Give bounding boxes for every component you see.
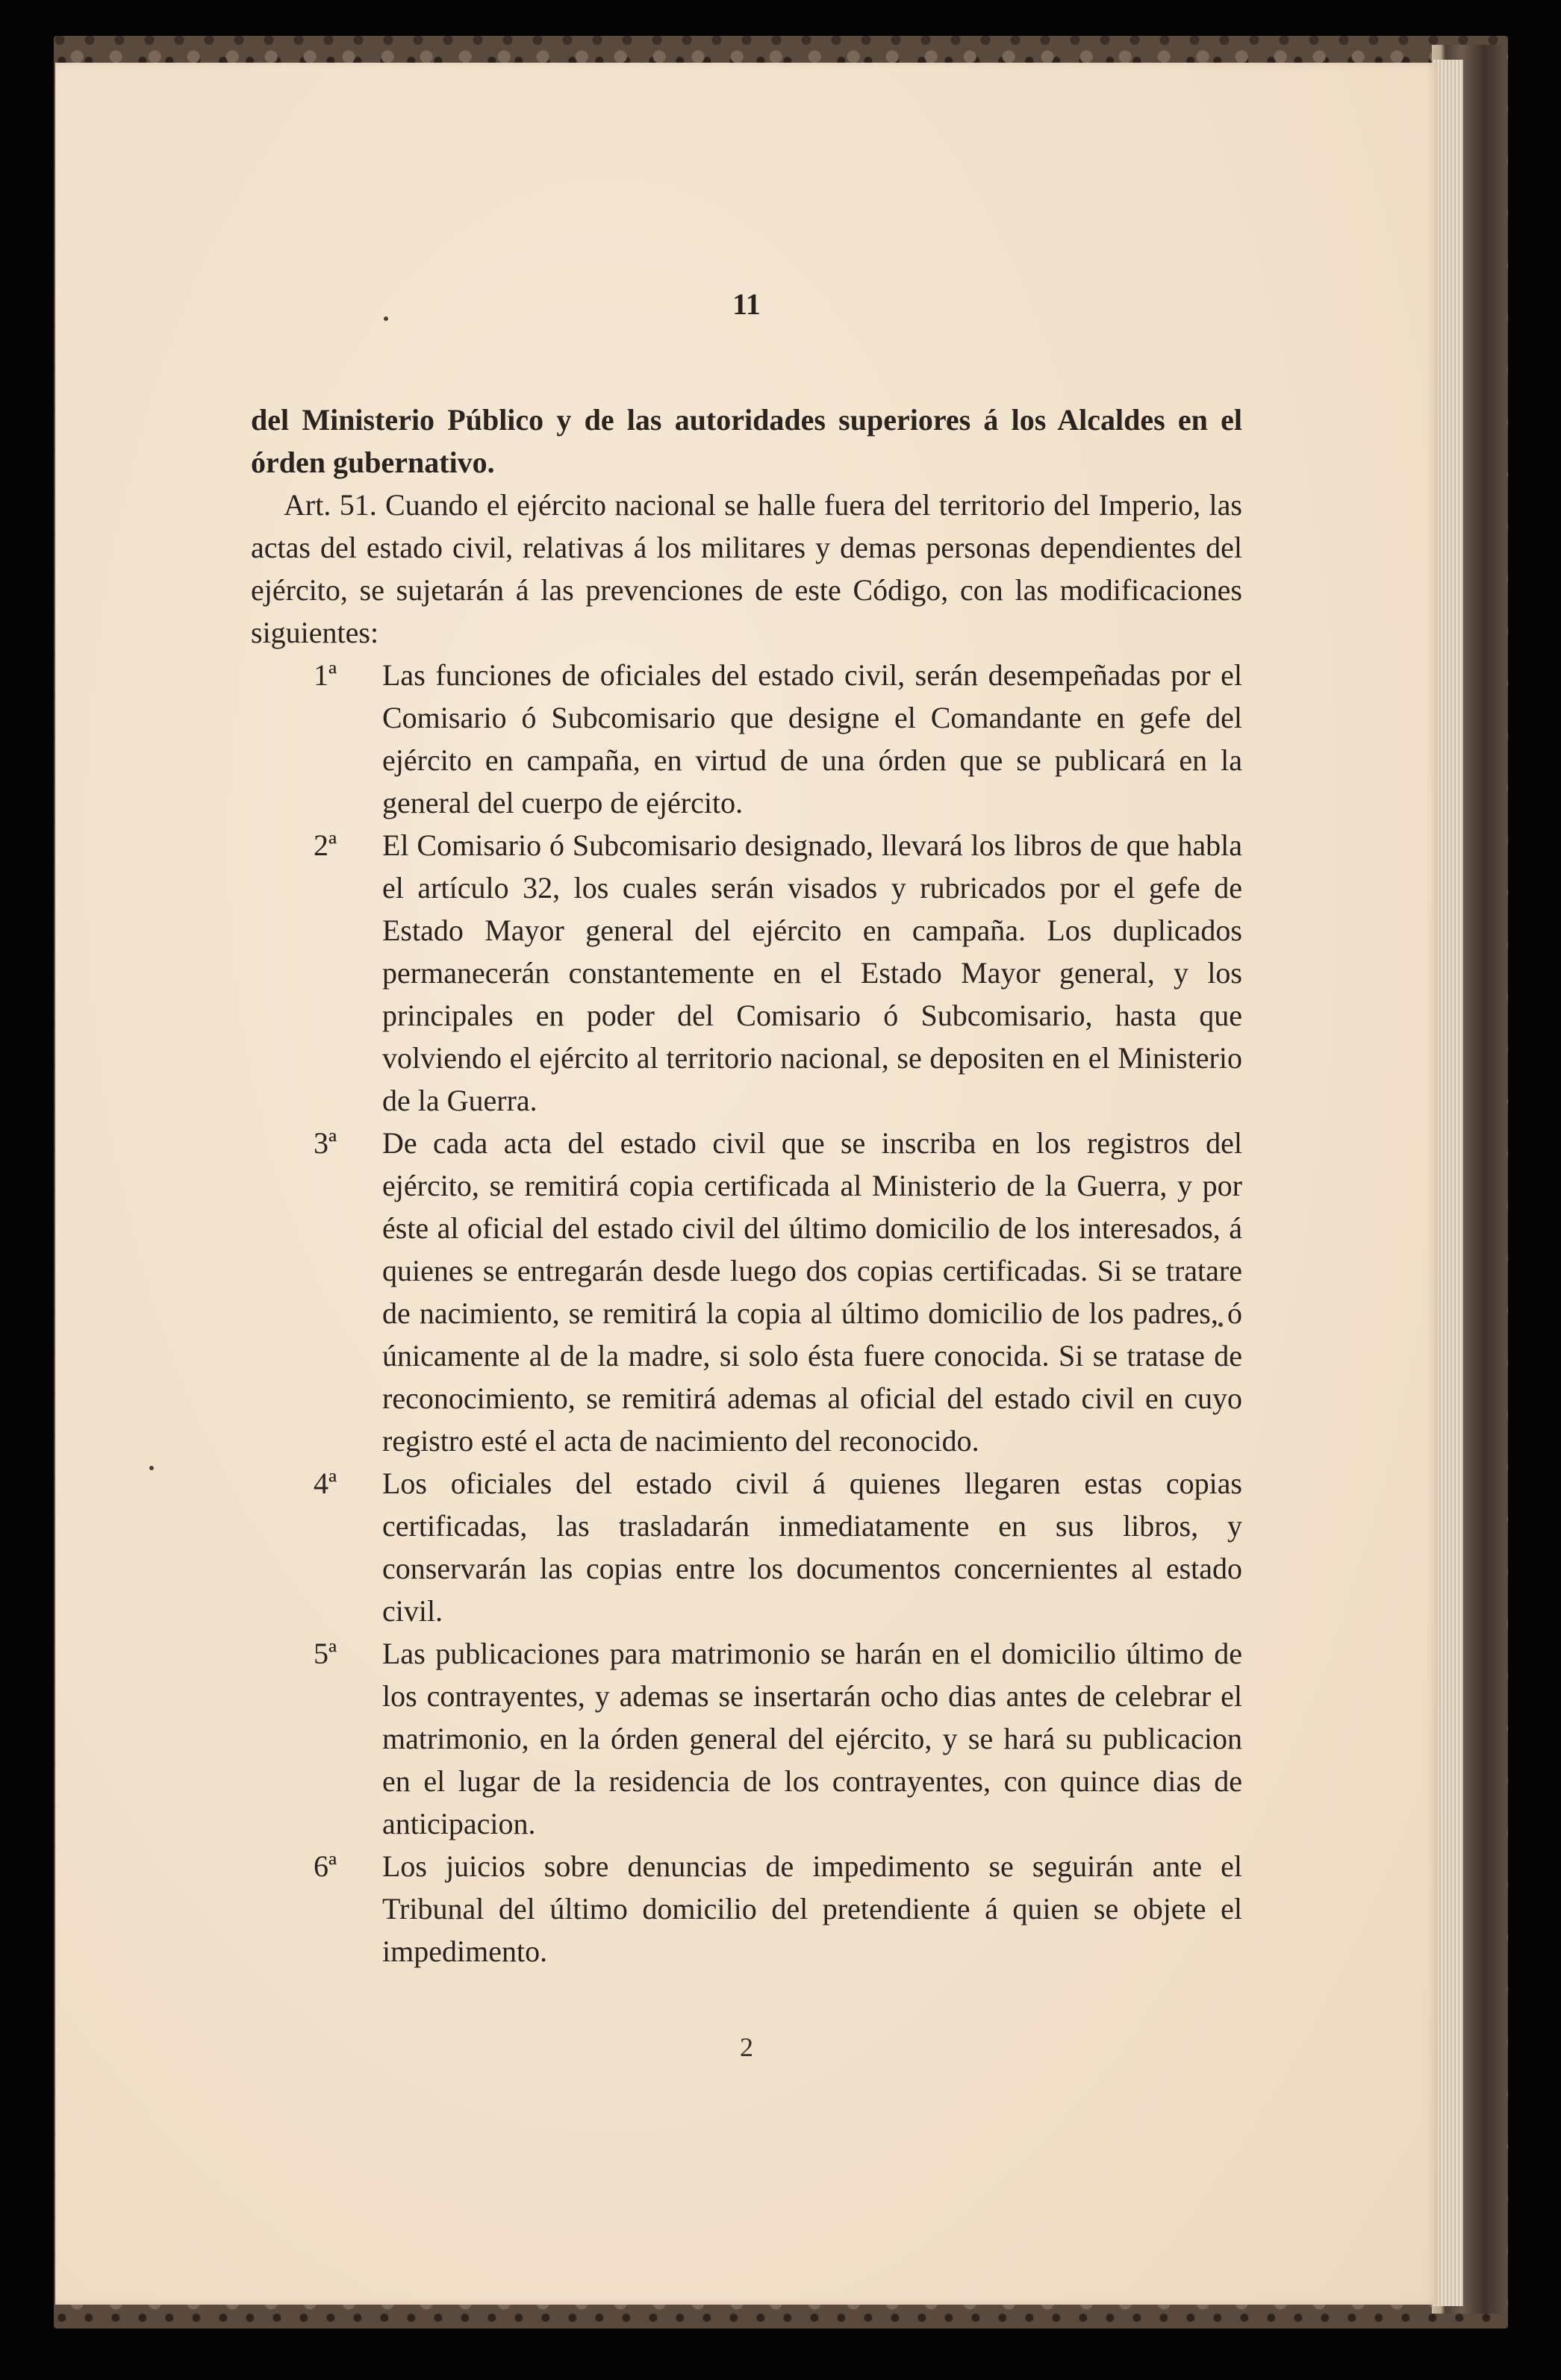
- list-item: [251, 654, 1242, 824]
- item-text: Las funciones de oficiales del estado civil, serán desempeñadas por el Comisario ó Subcomisario que designe el Comandante en gefe del ejército en campaña, en virtud de una órden que se publicará en la general del cuerpo de ejército.: [382, 658, 1242, 819]
- item-text: El Comisario ó Subcomisario designado, llevará los libros de que habla el artículo 32, los cuales serán visados y rubricados por el gefe de Estado Mayor general del ejército en campaña. Los duplicados permanecerán constantemente en el Estado Mayor general, y los principales en poder del Comisario ó Subcomisario, hasta que volviendo el ejército al territorio nacional, se depositen en el Ministerio de la Guerra.: [382, 828, 1242, 1117]
- list-item: [251, 824, 1242, 1122]
- page-text: [251, 399, 1242, 1973]
- ink-speck: [149, 1466, 154, 1470]
- opening-paragraph: del Ministerio Público y de las autoridades superiores á los Alcaldes en el órden gubernativo.: [251, 403, 1242, 479]
- article-51-paragraph: Art. 51. Cuando el ejército nacional se halle fuera del territorio del Imperio, las actas del estado civil, relativas á los militares y demas personas dependientes del ejército, se sujetarán á las prevenciones de este Código, con las modificaciones siguientes:: [251, 488, 1242, 649]
- item-text: Los oficiales del estado civil á quienes llegaren estas copias certificadas, las trasladarán inmediatamente en sus libros, y conservarán las copias entre los documentos concernientes al estado civil.: [382, 1467, 1242, 1628]
- item-text: Las publicaciones para matrimonio se harán en el domicilio último de los contrayentes, y ademas se insertarán ocho dias antes de celebrar el matrimonio, en la órden general del ejército, y se hará su publicacion en el lugar de la residencia de los contrayentes, con quince dias de anticipacion.: [382, 1637, 1242, 1840]
- list-item: [251, 1122, 1242, 1462]
- list-item: [251, 1462, 1242, 1632]
- item-text: De cada acta del estado civil que se inscriba en los registros del ejército, se remitirá copia certificada al Ministerio de la Guerra, y por éste al oficial del estado civil del último domicilio de los interesados, á quienes se entregarán desde luego dos copias certificadas. Si se tratare de nacimiento, se remitirá la copia al último domicilio de los padres, ó únicamente al de la madre, si solo ésta fuere conocida. Si se tratase de reconocimiento, se remitirá ademas al oficial del estado civil en cuyo registro esté el acta de nacimiento del reconocido.: [382, 1126, 1242, 1458]
- book-page: [55, 63, 1438, 2305]
- item-number: 4ª: [314, 1467, 337, 1500]
- page-number: 11: [732, 287, 761, 321]
- list-item: [251, 1845, 1242, 1973]
- item-number: 5ª: [314, 1637, 337, 1670]
- item-number: 1ª: [314, 658, 337, 692]
- item-text: Los juicios sobre denuncias de impedimento se seguirán ante el Tribunal del último domicilio del pretendiente á quien se objete el impedimento.: [382, 1849, 1242, 1968]
- item-number: 2ª: [314, 828, 337, 862]
- list-item: [251, 1632, 1242, 1845]
- signature-mark: 2: [740, 2032, 753, 2062]
- page-stack: [1433, 60, 1463, 2306]
- item-number: 6ª: [314, 1849, 337, 1883]
- ink-speck: [384, 316, 388, 321]
- item-number: 3ª: [314, 1126, 337, 1160]
